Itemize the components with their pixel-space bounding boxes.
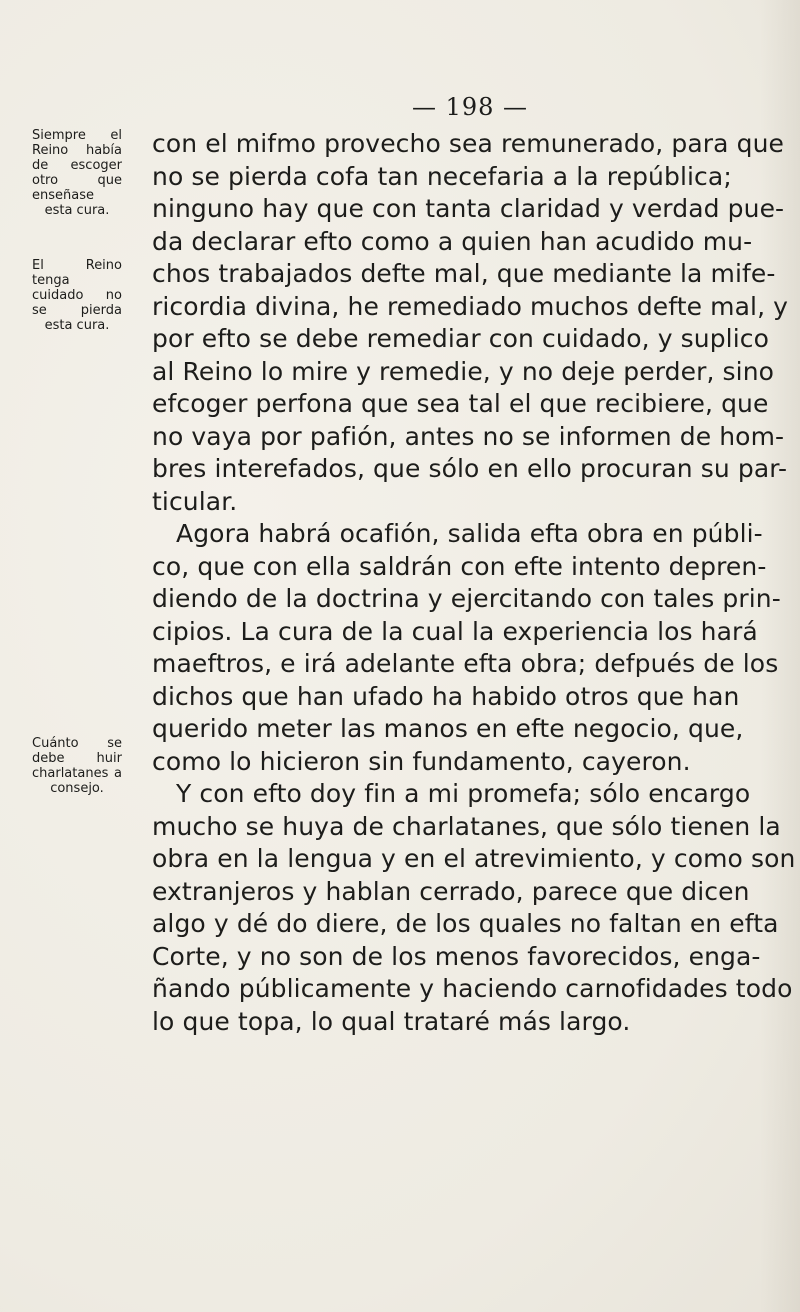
text-line: por efto se debe remediar con cuidado, y suplico [152, 324, 770, 353]
text-line: ricordia divina, he remediado muchos defte mal, y [152, 291, 789, 321]
margin-note: Cuánto se debe huir charlatanes a consejo. [32, 736, 122, 796]
text-line: Agora habrá ocafión, salida efta obra en públi- [176, 519, 763, 548]
text-line: con el mifmo provecho sea remunerado, para que [152, 129, 784, 158]
text-line: lo que topa, lo qual trataré más largo. [152, 1006, 631, 1036]
text-line: ticular. [152, 486, 238, 516]
page-number: — 198 — [411, 93, 529, 121]
text-line: ninguno hay que con tanta claridad y verdad pue- [152, 194, 785, 223]
text-line: Y con efto doy fin a mi promefa; sólo encargo [176, 779, 751, 808]
text-line: mucho se huya de charlatanes, que sólo tienen la [152, 811, 781, 841]
text-line: querido meter las manos en efte negocio, que, [152, 714, 744, 743]
margin-note: El Reino tenga cuidado no se pierda esta cura. [32, 258, 122, 333]
text-line: no se pierda cofa tan necefaria a la república; [152, 161, 732, 191]
text-line: diendo de la doctrina y ejercitando con tales prin- [152, 584, 781, 613]
text-line: dichos que han ufado ha habido otros que han [152, 681, 740, 711]
text-line: chos trabajados defte mal, que mediante la mife- [152, 259, 776, 288]
text-line: Corte, y no son de los menos favorecidos, enga- [152, 941, 761, 971]
text-line: extranjeros y hablan cerrado, parece que dicen [152, 876, 750, 906]
text-line: al Reino lo mire y remedie, y no deje perder, sino [152, 356, 775, 386]
text-line: co, que con ella saldrán con efte intento depren- [152, 551, 767, 581]
text-line: cipios. La cura de la cual la experiencia los hará [152, 616, 758, 646]
text-line: da declarar efto como a quien han acudido mu- [152, 226, 753, 256]
margin-note: Siempre el Reino había de escoger otro que enseñase esta cura. [32, 128, 122, 218]
text-line: bres interefados, que sólo en ello procuran su par- [152, 454, 788, 483]
text-line: algo y dé do diere, de los quales no faltan en efta [152, 909, 779, 938]
body-text [152, 128, 796, 1038]
text-line: no vaya por pafión, antes no se informen de hom- [152, 421, 785, 451]
text-line: maeftros, e irá adelante efta obra; defpués de los [152, 649, 779, 678]
text-line: como lo hicieron sin fundamento, cayeron. [152, 746, 691, 776]
text-line: obra en la lengua y en el atrevimiento, y como son [152, 844, 796, 873]
text-line: ñando públicamente y haciendo carnofidades todo [152, 974, 793, 1003]
text-line: efcoger perfona que sea tal el que recibiere, que [152, 389, 769, 418]
